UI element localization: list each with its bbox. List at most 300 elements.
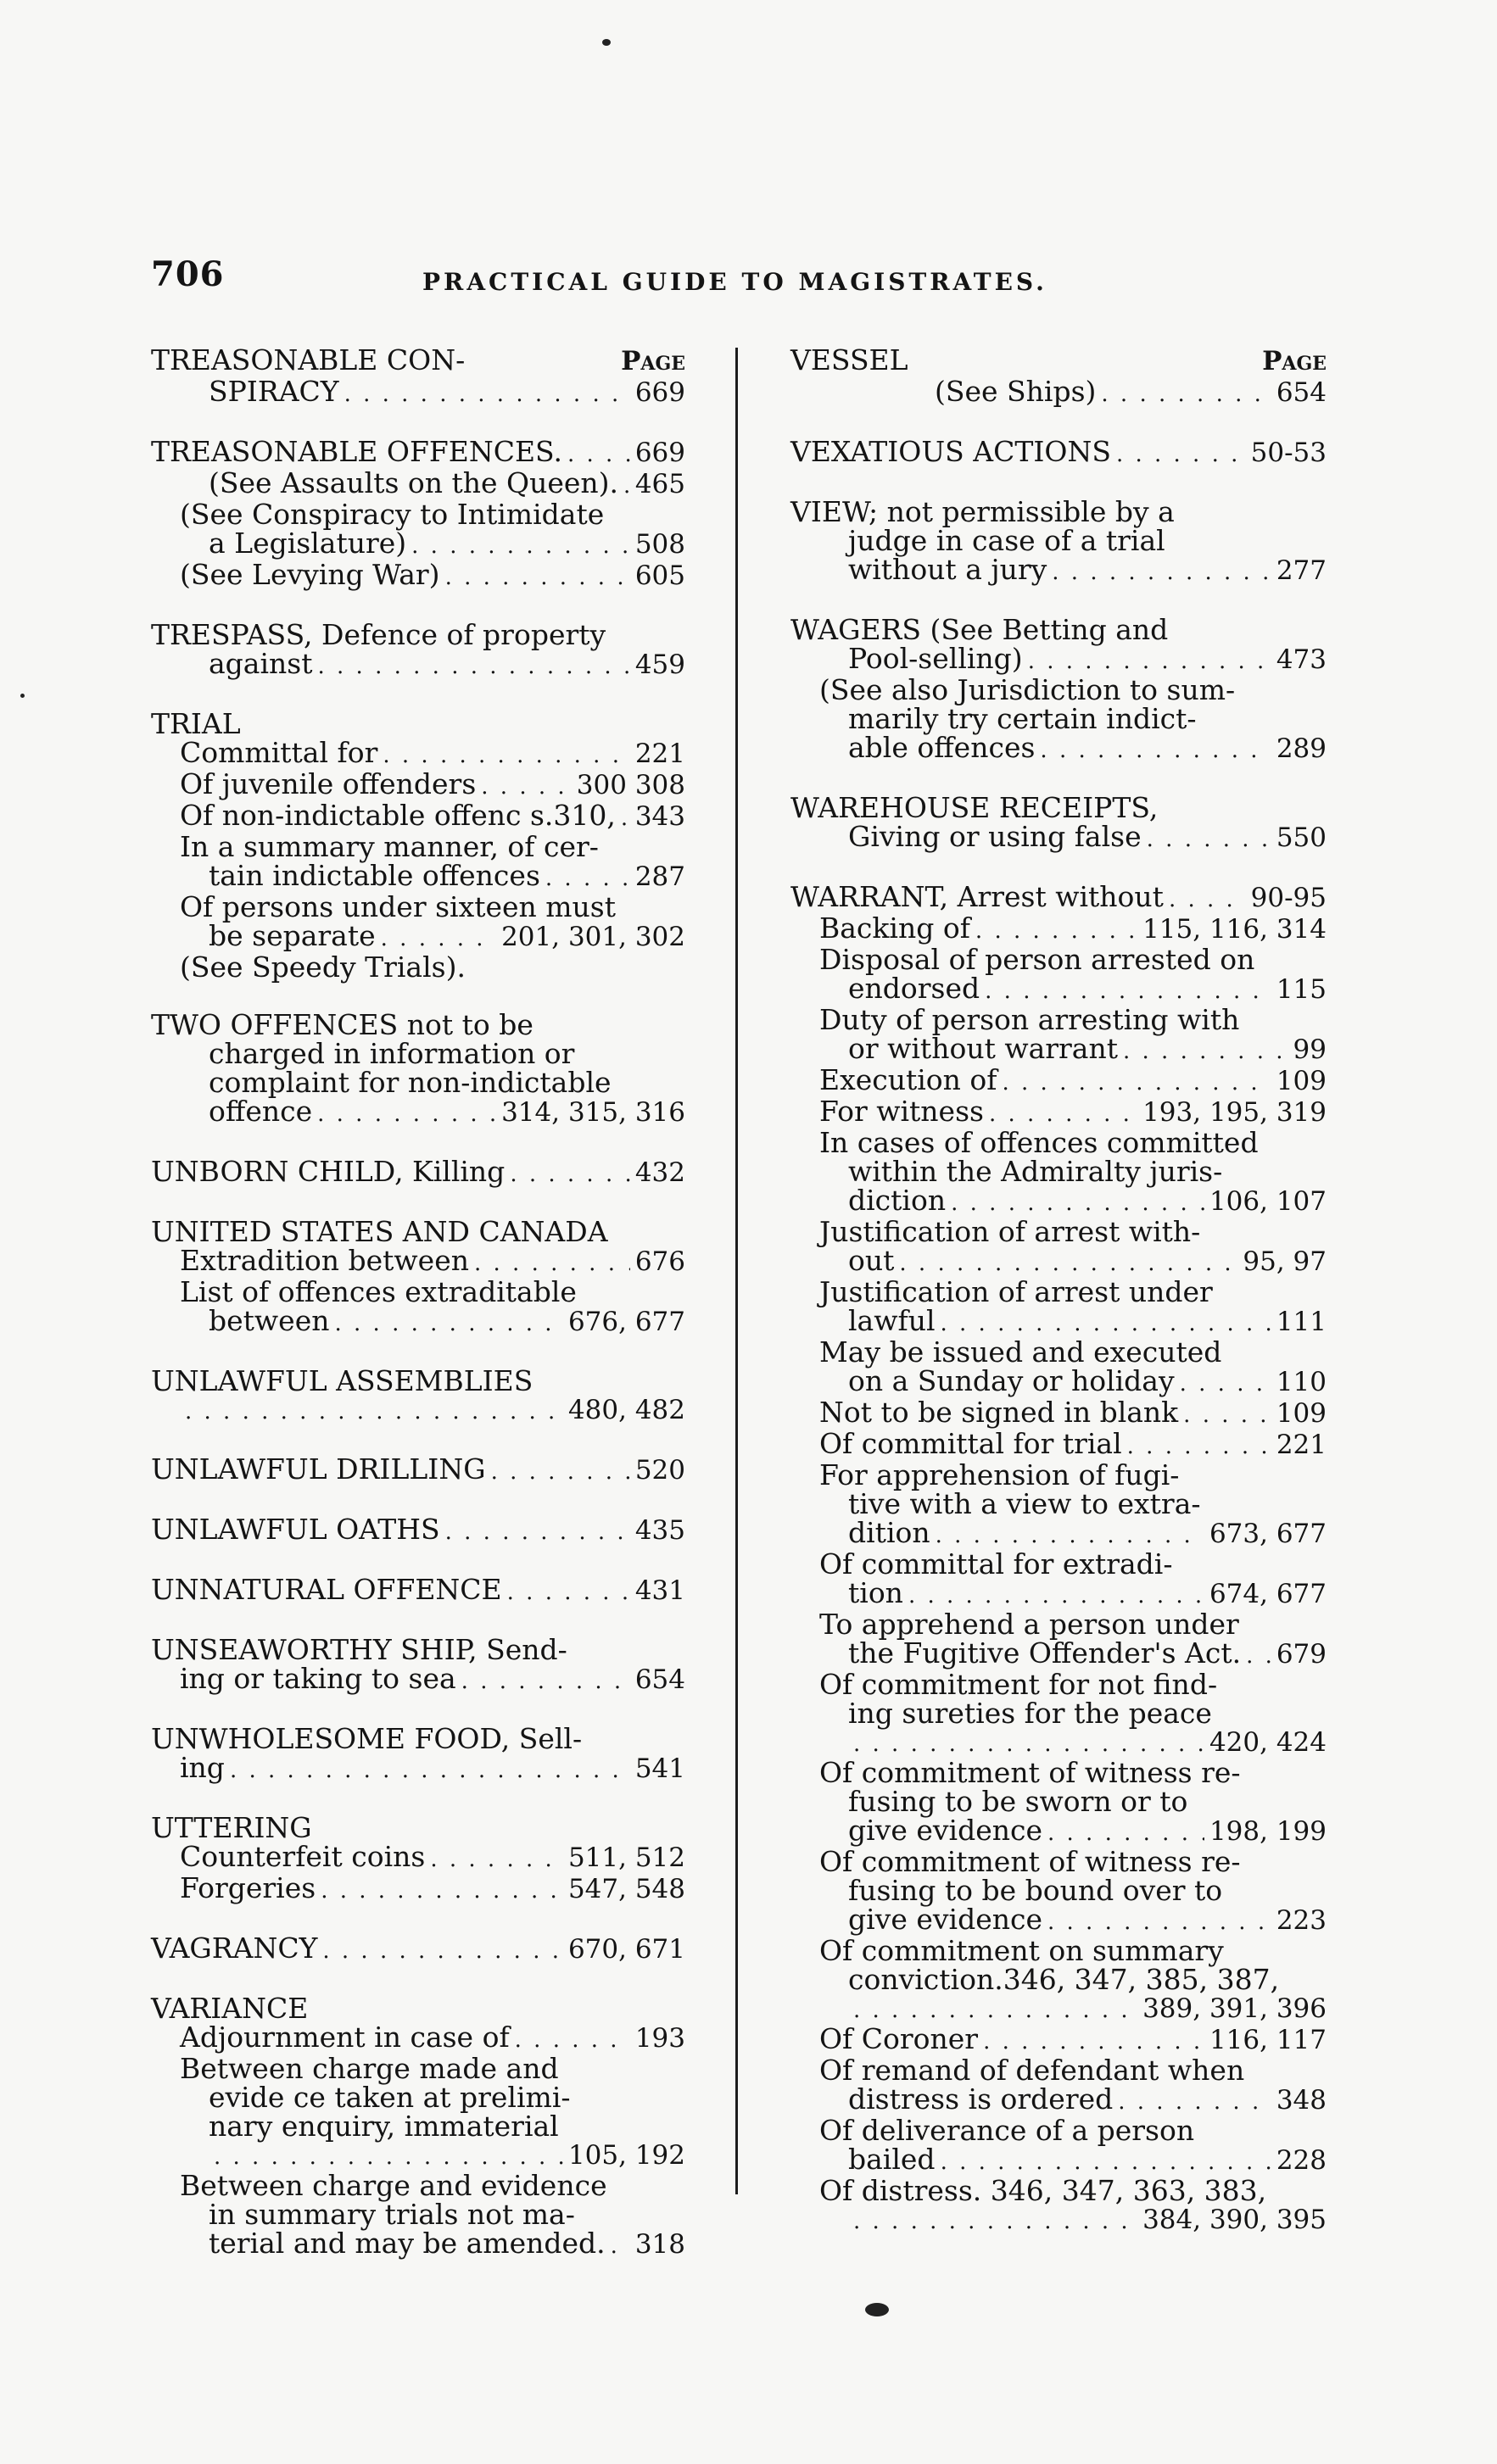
entry-text: tion [848,1576,903,1609]
entry-subline [790,644,1327,676]
entry-heading-line [151,1364,685,1397]
page-reference: 654 [1276,377,1327,408]
index-entry [151,618,685,681]
page-reference: 300 308 [576,770,685,800]
entry-text: able offences [848,731,1036,764]
entry-heading-line [151,707,685,740]
entry-text: Forgeries [180,1871,316,1904]
entry-subline [790,1215,1327,1248]
leader-dots [1101,380,1271,409]
entry-subline [151,890,685,923]
leader-dots [1118,2088,1271,2116]
entry-subline [151,1275,685,1308]
leader-dots [491,1458,630,1486]
entry-subline [790,2116,1327,2145]
entry-subline [790,673,1327,706]
page-reference: 550 [1276,822,1327,853]
entry-subline [151,919,685,953]
entry-heading: UNLAWFUL DRILLING [151,1452,486,1486]
entry-text: In cases of offences committed [819,1126,1259,1159]
page-number: 706 [151,254,225,294]
entry-text: Counterfeit coins [180,1840,426,1873]
leader-dots [322,1937,563,1965]
entry-text: give evidence [848,1814,1042,1847]
entry-heading: UTTERING [151,1811,312,1844]
entry-text: Not to be signed in blank [819,1396,1179,1429]
entry-subline [790,1275,1327,1308]
entry-heading-line [790,791,1327,824]
index-entry [151,343,685,409]
entry-text: (See Conspiracy to Intimidate [180,498,605,531]
leader-dots [1116,440,1246,469]
entry-text: Of remand of defendant when [819,2054,1245,2087]
entry-subline [790,822,1327,854]
entry-text: distress is ordered [848,2082,1114,2116]
entry-subline [151,2083,685,2112]
entry-subline [790,1034,1327,1066]
ink-speck-top [602,39,611,46]
entry-subline [151,801,685,833]
index-entry [151,1364,685,1426]
index-column-left [151,343,685,2289]
page-reference: 99 [1293,1034,1327,1065]
entry-text: nary enquiry, immaterial [209,2110,559,2143]
entry-heading-line [790,343,1327,377]
leader-dots [1180,1369,1271,1398]
entry-text: charged in information or [209,1037,575,1070]
entry-text: List of offences extraditable [180,1275,577,1308]
page-reference: 193, 195, 319 [1142,1097,1327,1128]
entry-heading-line [151,1722,685,1755]
leader-dots [983,2027,1204,2056]
leader-dots [321,1876,563,1905]
entry-text: bailed [848,2143,936,2176]
entry-subline [151,2171,685,2200]
page-column-label: Page [1262,346,1327,376]
entry-text: ing sureties for the peace [848,1697,1212,1730]
entry-text: Disposal of person arrested on [819,943,1255,976]
entry-heading: TREASONABLE OFFENCES. [151,435,562,468]
entry-subline [790,1787,1327,1816]
entry-heading: TRIAL [151,707,241,740]
ink-speck-bottom [865,2303,889,2316]
page-reference: 389, 391, 396 [1142,1993,1327,2024]
running-head [151,254,1321,305]
page-reference: 508 [634,529,685,560]
entry-subline [790,1905,1327,1937]
entry-text: Of commitment on summary [819,1934,1224,1967]
index-entry [151,435,685,592]
entry-heading-line [151,1215,685,1248]
running-title: PRACTICAL GUIDE TO MAGISTRATES. [422,268,1047,296]
entry-text: on a Sunday or holiday [848,1364,1175,1397]
entry-subline [790,2082,1327,2116]
entry-subline [790,1246,1327,1278]
entry-subline [790,1063,1327,1097]
page-reference: 314, 315, 316 [501,1097,685,1128]
leader-dots [899,1249,1237,1278]
leader-dots [185,1397,563,1426]
entry-text: Of committal for trial [819,1427,1122,1460]
page-reference: 654 [634,1664,685,1695]
page-reference: 221 [634,739,685,769]
index-entry [151,1994,685,2261]
leader-dots [1040,736,1271,765]
entry-text: Committal for [180,736,378,769]
leader-dots [941,1309,1271,1338]
entry-subline [151,2054,685,2083]
entry-text: terial and may be amended. [209,2227,606,2260]
entry-heading: VIEW; not permissible by a [790,495,1175,528]
page-reference: 109 [1276,1066,1327,1096]
entry-subline [151,2141,685,2171]
page-reference: 116, 117 [1209,2025,1327,2055]
entry-text: ing or taking to sea [180,1662,456,1695]
page-reference: 547, 548 [567,1874,685,1904]
entry-subline [790,1157,1327,1186]
leader-dots [445,1518,630,1547]
entry-text: Justification of arrest under [819,1275,1213,1308]
entry-subline [151,560,685,592]
entry-text: Giving or using false [848,820,1142,853]
page-reference: 95, 97 [1243,1246,1327,1277]
entry-subline [790,1364,1327,1398]
entry-subline [151,950,685,984]
page-reference: 198, 199 [1209,1816,1327,1847]
leader-dots [334,1309,562,1338]
index-entry [790,791,1327,854]
entry-subline [151,1037,685,1070]
leader-dots [621,804,630,833]
page-reference: 473 [1276,644,1327,675]
index-entry [151,1008,685,1129]
index-entry [790,435,1327,469]
entry-heading: WAGERS (See Betting and [790,613,1169,646]
leader-dots [623,471,630,500]
entry-subline [151,1068,685,1097]
leader-dots [1246,1642,1271,1670]
leader-dots [1147,825,1271,854]
leader-dots [951,1189,1204,1218]
entry-text: Backing of [819,911,970,945]
entry-subline [151,2200,685,2229]
entry-text: marily try certain indict- [848,702,1197,735]
leader-dots [1169,885,1246,914]
leader-dots [989,1100,1137,1129]
entry-heading: UNLAWFUL ASSEMBLIES [151,1364,533,1397]
page-reference: 459 [634,649,685,680]
entry-subline [151,736,685,770]
entry-text: Pool-selling) [848,642,1023,675]
leader-dots [985,977,1271,1006]
page-reference: 674, 677 [1209,1579,1327,1609]
entry-subline [790,1699,1327,1728]
entry-text: May be issued and executed [819,1335,1222,1369]
page-reference: 541 [634,1753,685,1784]
index-column-right [790,343,1327,2265]
leader-dots [567,440,630,469]
leader-dots [1047,1908,1271,1937]
page-reference: 318 [634,2229,685,2260]
leader-dots [853,1996,1137,2025]
entry-heading: VAGRANCY [151,1932,318,1965]
entry-subline [151,1246,685,1278]
entry-subline [790,911,1327,945]
entry-heading-line [151,618,685,651]
entry-text: Between charge and evidence [180,2169,607,2202]
entry-heading-line [790,495,1327,528]
page-reference: 605 [634,560,685,591]
leader-dots [1052,558,1271,587]
entry-subline [151,861,685,893]
entry-subline [790,1816,1327,1848]
leader-dots [430,1845,563,1874]
entry-text: give evidence [848,1903,1042,1936]
page-reference: 90-95 [1250,883,1327,913]
entry-text: fusing to be sworn or to [848,1785,1188,1818]
leader-dots [1002,1068,1271,1097]
leader-dots [317,652,629,681]
entry-heading-line [151,1157,685,1189]
entry-subline [790,2056,1327,2085]
entry-text: Of commitment of witness re- [819,1756,1241,1789]
index-entry [151,1575,685,1607]
entry-text: Between charge made and [180,2052,559,2085]
entry-heading-line [151,1633,685,1666]
leader-dots [411,532,630,560]
entry-subline [151,1871,685,1905]
entry-text: SPIRACY [209,375,339,408]
page-reference: 670, 671 [567,1934,685,1965]
leader-dots [481,772,572,801]
ink-speck-left [20,694,25,698]
entry-text: Of Coroner [819,2022,979,2055]
entry-subline [790,1728,1327,1759]
page-reference: 228 [1276,2145,1327,2176]
page-reference: 277 [1276,555,1327,586]
entry-subline [790,733,1327,765]
leader-dots [611,2232,630,2261]
entry-text: between [209,1304,330,1337]
leader-dots [214,2143,563,2171]
index-entry [790,495,1327,587]
leader-dots [545,864,630,893]
leader-dots [381,924,496,953]
entry-subline [151,1304,685,1338]
page-reference: 676 [634,1246,685,1277]
entry-heading: VEXATIOUS ACTIONS [790,435,1111,468]
entry-subline [151,529,685,560]
page-reference: 480, 482 [567,1395,685,1425]
entry-heading: UNLAWFUL OATHS [151,1513,440,1546]
entry-subline [790,1458,1327,1491]
entry-heading-line [151,435,685,469]
page-reference: 676, 677 [567,1307,685,1337]
entry-heading: TRESPASS, Defence of property [151,618,606,651]
entry-heading: UNSEAWORTHY SHIP, Send- [151,1633,567,1666]
entry-subline [790,1516,1327,1550]
leader-dots [1047,1819,1204,1848]
leader-dots [317,1100,496,1129]
entry-subline [790,945,1327,974]
page-reference: 201, 301, 302 [501,922,685,952]
entry-text: evide ce taken at prelimi- [209,2081,571,2114]
entry-text: Of non-indictable offenc s.310, [180,799,616,832]
entry-text: For witness [819,1095,984,1128]
index-entry [151,1452,685,1486]
entry-subline [790,1934,1327,1967]
entry-subline [790,1335,1327,1369]
index-entry [151,1633,685,1696]
entry-subline [790,1576,1327,1610]
entry-text: conviction.346, 347, 385, 387, [848,1963,1280,1996]
index-entry [790,880,1327,2236]
entry-text: or without warrant [848,1032,1118,1065]
page-reference: 289 [1276,733,1327,764]
entry-text: Of juvenile offenders [180,767,477,800]
entry-heading-line [151,1811,685,1844]
page-reference: 511, 512 [567,1842,685,1873]
entry-subline [790,1994,1327,2025]
page-reference: 384, 390, 395 [1142,2205,1327,2235]
leader-dots [1127,1432,1271,1461]
entry-heading-line [151,1515,685,1547]
entry-text: within the Admiralty juris- [848,1155,1223,1188]
entry-subline [151,767,685,801]
entry-text: lawful [848,1304,936,1337]
entry-heading-line [151,1934,685,1965]
entry-heading-line [151,1575,685,1607]
entry-text: Of commitment for not find- [819,1668,1218,1701]
entry-subline [790,1126,1327,1159]
page-reference: 669 [634,438,685,468]
leader-dots [936,1521,1204,1550]
entry-subline [790,1670,1327,1699]
page-reference: 431 [634,1575,685,1606]
entry-subline [151,1842,685,1874]
leader-dots [975,917,1137,945]
page-reference: 110 [1276,1367,1327,1397]
page-reference: 348 [1276,2085,1327,2116]
entry-text: in summary trials not ma- [209,2198,575,2231]
entry-text: (See also Jurisdiction to sum- [819,673,1236,706]
entry-text: (See Ships) [935,375,1097,408]
entry-text: offence [209,1095,313,1128]
entry-heading-line [790,613,1327,646]
page-reference: 435 [634,1515,685,1546]
leader-dots [941,2148,1271,2177]
entry-text: Of distress. 346, 347, 363, 383, [819,2174,1267,2207]
entry-subline [790,2174,1327,2207]
entry-subline [790,2022,1327,2056]
entry-subline [790,1636,1327,1670]
entry-heading-line [151,1994,685,2023]
entry-subline [790,1965,1327,1994]
entry-text: Adjournment in case of [180,2021,510,2054]
entry-text: For apprehension of fugi- [819,1458,1180,1491]
entry-subline [790,1427,1327,1461]
entry-subline [790,1487,1327,1520]
page-reference: 673, 677 [1209,1519,1327,1549]
entry-heading-line [790,435,1327,469]
index-entry [790,343,1327,409]
leader-dots [853,1730,1204,1759]
entry-subline [790,1304,1327,1338]
entry-subline [151,377,685,409]
entry-subline [790,1398,1327,1430]
entry-text: the Fugitive Offender's Act. [848,1636,1242,1670]
entry-subline [790,377,1327,409]
page-reference: 106, 107 [1209,1186,1327,1217]
entry-subline [790,1186,1327,1218]
entry-subline [151,1396,685,1426]
entry-text: ing [180,1751,225,1784]
entry-subline [790,702,1327,735]
entry-subline [151,466,685,500]
page-reference: 115 [1276,974,1327,1005]
entry-heading-line [151,1452,685,1486]
entry-subline [790,1876,1327,1905]
entry-subline [151,1753,685,1785]
entry-subline [151,2112,685,2141]
entry-subline [790,2205,1327,2236]
leader-dots [908,1581,1204,1610]
entry-heading: WARRANT, Arrest without [790,880,1164,913]
index-entry [151,1811,685,1905]
page-reference: 105, 192 [567,2140,685,2171]
page-reference: 221 [1276,1430,1327,1460]
leader-dots [461,1667,630,1696]
entry-subline [790,2145,1327,2177]
index-entry [151,1215,685,1338]
leader-dots [1028,647,1271,676]
page-reference: 287 [634,861,685,892]
leader-dots [507,1578,630,1607]
entry-subline [151,2023,685,2054]
entry-subline [151,1097,685,1129]
entry-text: Duty of person arresting with [819,1003,1240,1036]
page-reference: 343 [634,801,685,832]
page-reference: 193 [634,2023,685,2054]
entry-text: a Legislature) [209,527,407,560]
entry-text: complaint for non-indictable [209,1066,612,1099]
entry-text: Justification of arrest with- [819,1215,1201,1248]
entry-heading: VARIANCE [151,1992,309,2025]
leader-dots [230,1756,630,1785]
entry-subline [790,1003,1327,1036]
entry-text: diction [848,1184,947,1217]
column-divider [735,348,738,2194]
page-reference: 679 [1276,1639,1327,1670]
entry-subline [790,974,1327,1006]
entry-subline [151,2229,685,2261]
page-reference: 115, 116, 314 [1142,914,1327,945]
leader-dots [344,380,630,409]
entry-subline [790,1610,1327,1639]
entry-heading: VESSEL [790,343,908,376]
entry-text: To apprehend a person under [819,1608,1239,1641]
page-reference: 465 [634,469,685,499]
entry-heading: UNNATURAL OFFENCE [151,1573,502,1606]
entry-text: endorsed [848,972,980,1005]
index-entry [151,1515,685,1547]
entry-heading-line [790,880,1327,914]
entry-heading: TWO OFFENCES not to be [151,1008,533,1041]
index-entry [151,1934,685,1965]
entry-heading: UNWHOLESOME FOOD, Sell- [151,1722,583,1755]
page-reference: 111 [1276,1307,1327,1337]
page-reference: 520 [634,1455,685,1486]
